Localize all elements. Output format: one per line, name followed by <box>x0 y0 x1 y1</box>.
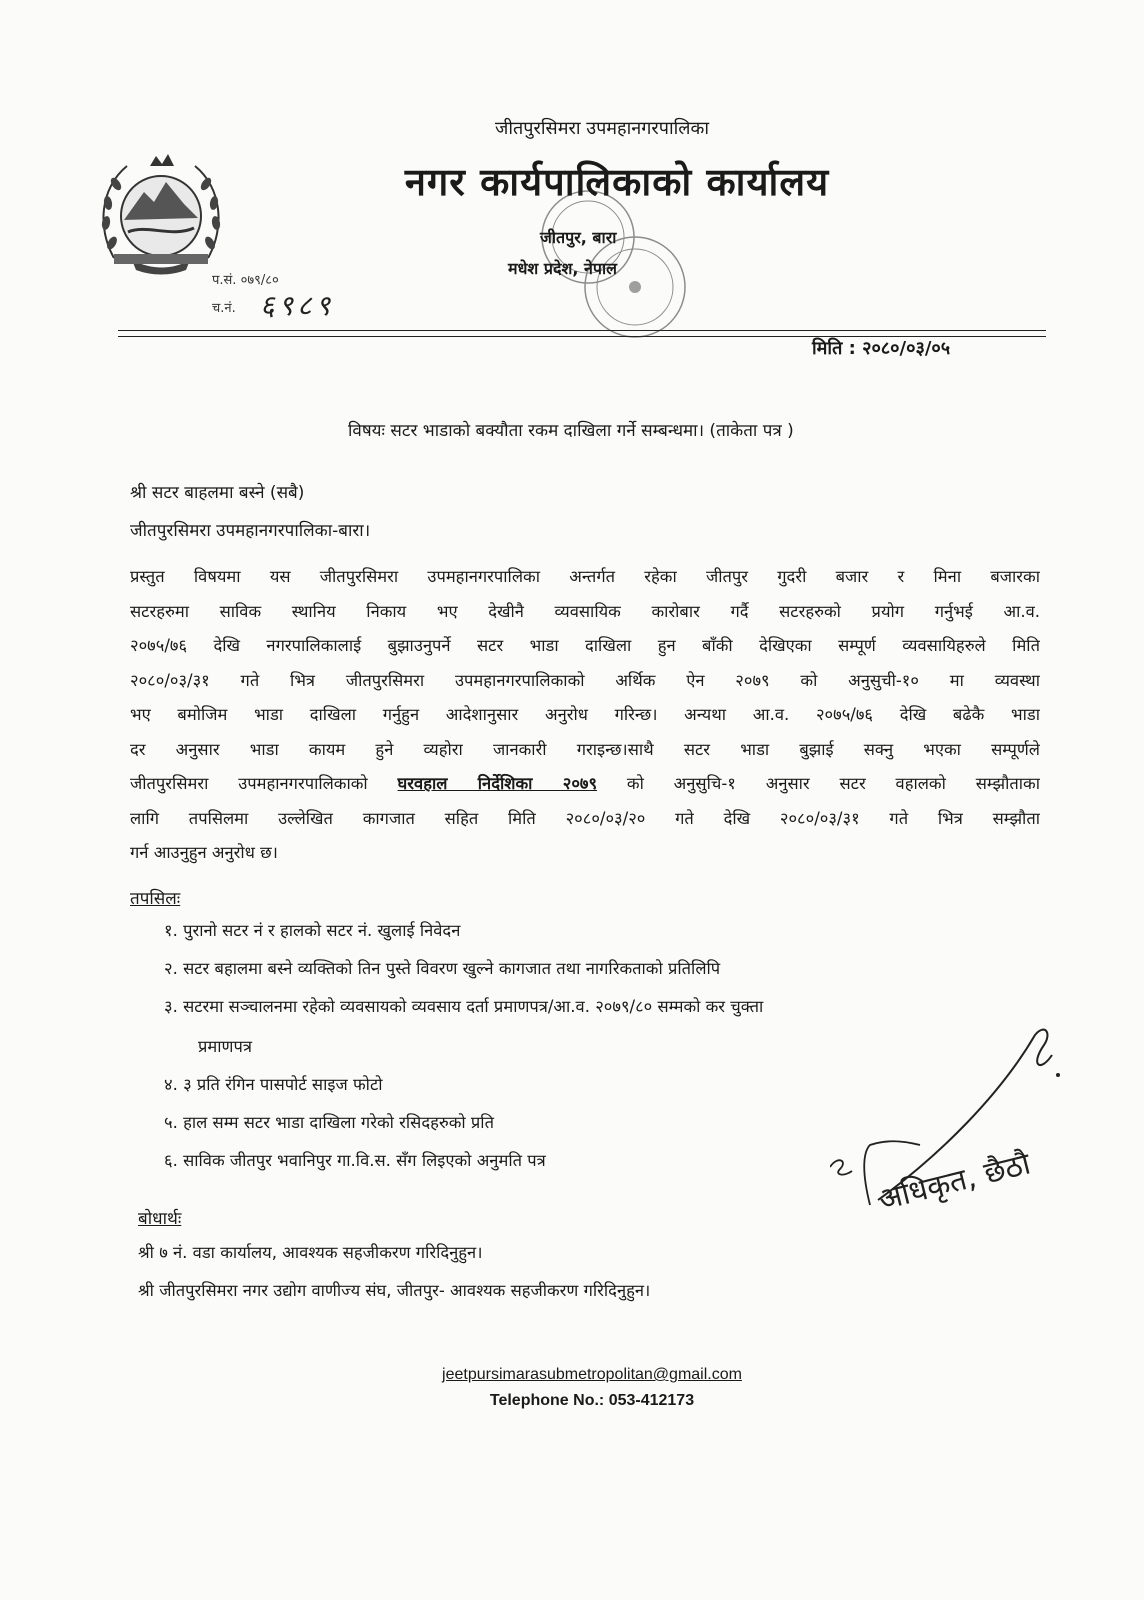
body-line: प्रस्तुत विषयमा यस जीतपुरसिमरा उपमहानगरपालिका अन्तर्गत रहेका जीतपुर गुदरी बजार र मिना बजारका <box>130 567 1040 586</box>
addressee-line-1: श्री सटर बाहलमा बस्ने (सबै) <box>130 483 305 503</box>
office-title: नगर कार्यपालिकाको कार्यालय <box>404 160 830 204</box>
addressee-line-2: जीतपुरसिमरा उपमहानगरपालिका-बारा। <box>130 521 371 541</box>
list-item: ६. साविक जीतपुर भवानिपुर गा.वि.स. सँग लिइएको अनुमति पत्र <box>164 1151 546 1170</box>
body-line: भए बमोजिम भाडा दाखिला गर्नुहुन आदेशानुसार अनुरोध गरिन्छ। अन्यथा आ.व. २०७५/७६ देखि बढेकै भाडा <box>130 705 1040 724</box>
body-line: २०८०/०३/३१ गते भित्र जीतपुरसिमरा उपमहानगरपालिकाको अर्थिक ऐन २०७९ को अनुसुची-१० मा व्यवस्था <box>130 670 1040 690</box>
reference-number: प.सं. ०७९/८० <box>212 273 279 288</box>
body-line: गर्न आउनुहुन अनुरोध छ। <box>130 843 278 862</box>
address-line-2: मधेश प्रदेश, नेपाल <box>508 259 617 278</box>
bodhartha-heading: बोधार्थः <box>138 1209 182 1229</box>
tapasil-heading: तपसिलः <box>130 889 181 909</box>
body-line: सटरहरुमा साविक स्थानिय निकाय भए देखीनै व्यवसायिक कारोबार गर्दै सटरहरुको प्रयोग गर्नुभई आ.व. <box>130 601 1040 621</box>
chalani-label: च.नं. <box>212 301 236 316</box>
footer-email: jeetpursimarasubmetropolitan@gmail.com <box>442 1366 742 1383</box>
list-item: २. सटर बहालमा बस्ने व्यक्तिको तिन पुस्ते विवरण खुल्ने कागजात तथा नागरिकताको प्रतिलिपि <box>164 959 721 978</box>
municipality-name: जीतपुरसिमरा उपमहानगरपालिका <box>495 118 709 139</box>
body-text: जीतपुरसिमरा उपमहानगरपालिकाको <box>130 774 398 793</box>
header-rule-top <box>118 330 1046 331</box>
body-text: को अनुसुचि-१ अनुसार सटर वहालको सम्झौताका <box>597 774 1040 793</box>
signature-title: अधिकृत, छैठौ <box>875 1146 1034 1218</box>
list-item: ५. हाल सम्म सटर भाडा दाखिला गरेको रसिदहरुको प्रति <box>164 1113 494 1132</box>
list-item: ३. सटरमा सञ्चालनमा रहेको व्यवसायको व्यवसाय दर्ता प्रमाणपत्र/आ.व. २०७९/८० सम्मको कर चुक्ता <box>164 997 764 1016</box>
footer-phone: Telephone No.: 053-412173 <box>489 1392 695 1409</box>
body-line: दर अनुसार भाडा कायम हुने व्यहोरा जानकारी गराइन्छ।साथै सटर भाडा बुझाई सक्नु भएका सम्पूर्णले <box>130 739 1040 759</box>
cc-item: श्री ७ नं. वडा कार्यालय, आवश्यक सहजीकरण गरिदिनुहुन। <box>138 1243 483 1262</box>
list-item: ४. ३ प्रति रंगिन पासपोर्ट साइज फोटो <box>164 1075 383 1094</box>
address-line-1: जीतपुर, बारा <box>540 228 617 247</box>
chalani-number-handwritten: ६९८९ <box>260 289 335 322</box>
body-line: २०७५/७६ देखि नगरपालिकालाई बुझाउनुपर्ने सटर भाडा दाखिला हुन बाँकी देखिएका सम्पूर्ण व्यवसायिहरुले मिति <box>130 636 1040 655</box>
cc-item: श्री जीतपुरसिमरा नगर उद्योग वाणीज्य संघ, जीतपुर- आवश्यक सहजीकरण गरिदिनुहुन। <box>138 1281 651 1300</box>
list-item: प्रमाणपत्र <box>198 1037 252 1056</box>
guideline-reference: घरवहाल निर्देशिका २०७९ <box>397 774 598 793</box>
body-line <box>130 767 1040 802</box>
letter-subject: विषयः सटर भाडाको बक्यौता रकम दाखिला गर्ने सम्बन्धमा। (ताकेता पत्र ) <box>348 421 794 441</box>
body-line: लागि तपसिलमा उल्लेखित कागजात सहित मिति २०८०/०३/२० गते देखि २०८०/०३/३१ गते भित्र सम्झौता <box>130 808 1040 828</box>
officer-signature-icon <box>830 1015 1090 1230</box>
letter-date: मिति : २०८०/०३/०५ <box>812 338 951 359</box>
list-item: १. पुरानो सटर नं र हालको सटर नं. खुलाई निवेदन <box>164 921 461 940</box>
letter-body <box>130 560 1040 871</box>
